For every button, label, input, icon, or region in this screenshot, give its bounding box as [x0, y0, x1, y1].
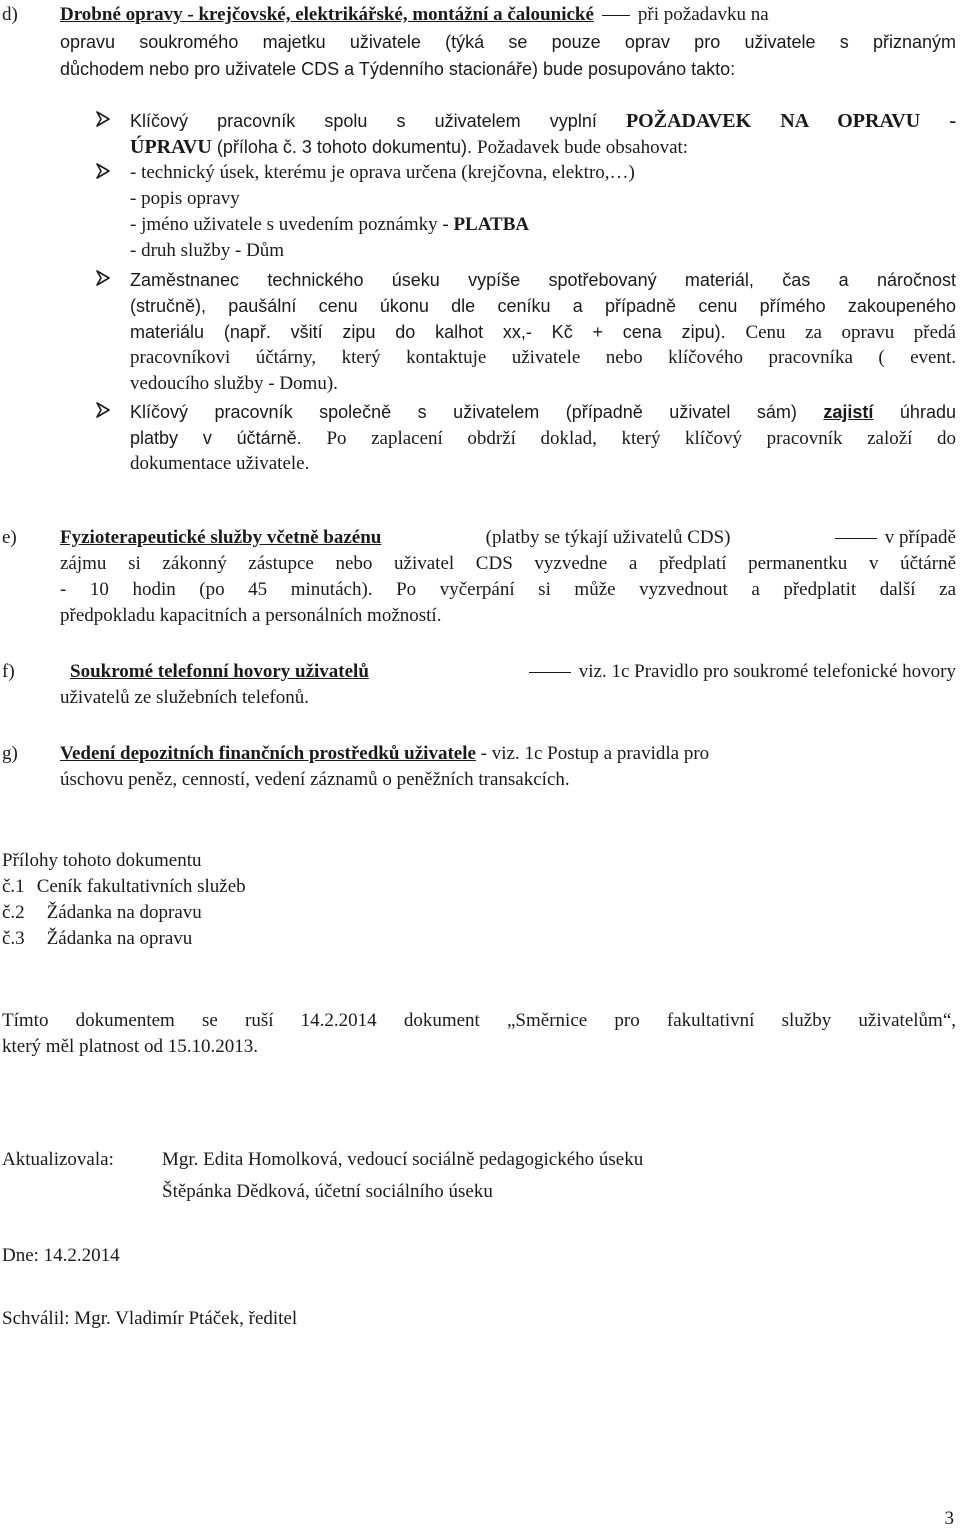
attachment-item	[2, 900, 202, 926]
bullet-1-line-1	[130, 108, 956, 134]
bullet-4-zajisti: zajistí	[823, 402, 874, 422]
updated-label: Aktualizovala:	[2, 1149, 114, 1170]
bullet-4-text-d: platby v účtárně.	[130, 428, 327, 448]
arrow-bullet-icon	[96, 402, 110, 420]
attachment-label: Žádanka na opravu	[46, 928, 193, 949]
section-d-title-line	[60, 2, 956, 28]
section-d-intro-2: opravu soukromého majetku uživatele (týká se pouze oprav pro uživatele s přiznaným	[60, 32, 956, 52]
section-d-letter: d)	[2, 4, 18, 25]
bullet-3-line-5: vedoucího služby - Domu).	[130, 373, 338, 394]
bullet-2-line-4: - druh služby - Dům	[130, 240, 285, 261]
section-e-line-1	[60, 525, 956, 551]
section-f-letter: f)	[2, 661, 15, 682]
attachment-number: č.2	[2, 902, 25, 923]
section-e-line-3: - 10 hodin (po 45 minutách). Po vyčerpání si může vyzvednout a předplatit další za	[60, 579, 956, 600]
bullet-1-text-b: (příloha č. 3 tohoto dokumentu).	[211, 137, 478, 157]
attachment-number: č.3	[2, 928, 25, 949]
bullet-4-text-c: úhradu	[873, 402, 956, 422]
page-number: 3	[944, 1508, 954, 1529]
bullet-4-line-1	[130, 399, 956, 425]
bullet-1-text-a: Klíčový pracovník spolu s uživatelem vyplní	[130, 111, 626, 131]
bullet-4-line-2	[130, 425, 956, 452]
section-e-title: Fyzioterapeutické služby včetně bazénu	[60, 527, 382, 548]
section-g-title: Vedení depozitních finančních prostředků uživatele	[60, 743, 476, 764]
section-f-text-a: viz. 1c Pravidlo pro soukromé telefonické hovory	[578, 661, 956, 682]
section-e-letter: e)	[2, 527, 17, 548]
bullet-1-line-2	[130, 134, 688, 161]
section-g-text-a: - viz. 1c Postup a pravidla pro	[475, 743, 710, 764]
bullet-1-form-name-2: ÚPRAVU	[130, 136, 212, 158]
section-d-intro-3: důchodem nebo pro uživatele CDS a Týdenního stacionáře) bude posupováno takto:	[60, 59, 736, 79]
section-d-title: Drobné opravy - krejčovské, elektrikářské, montážní a čalounické	[60, 4, 594, 25]
supersede-line-2: který měl platnost od 15.10.2013.	[2, 1036, 258, 1057]
attachment-item	[2, 874, 246, 900]
approved-by: Schválil: Mgr. Vladimír Ptáček, ředitel	[2, 1308, 298, 1329]
em-dash-rule	[529, 672, 571, 673]
attachment-item	[2, 926, 192, 952]
arrow-bullet-icon	[96, 270, 110, 288]
section-e-line-4: předpokladu kapacitních a personálních možností.	[60, 605, 442, 626]
section-g-line-1	[60, 741, 709, 767]
section-f-title: Soukromé telefonní hovory uživatelů	[70, 661, 369, 682]
bullet-1-form-name: POŽADAVEK NA OPRAVU -	[625, 110, 956, 132]
em-dash-rule	[602, 15, 630, 16]
bullet-1-text-c: Požadavek bude obsahovat:	[477, 137, 689, 158]
em-dash-rule	[835, 538, 877, 539]
bullet-2-line-1: - technický úsek, kterému je oprava určena (krejčovna, elektro,…)	[130, 162, 635, 183]
bullet-2-text-a: - jméno uživatele s uvedením poznámky -	[130, 214, 454, 235]
section-g-letter: g)	[2, 743, 18, 764]
supersede-line-1: Tímto dokumentem se ruší 14.2.2014 dokument „Směrnice pro fakultativní služby uživatelům“,	[2, 1010, 956, 1031]
bullet-3-text-a: materiálu (např. všití zipu do kalhot xx,- Kč + cena zipu).	[130, 322, 746, 342]
bullet-4-line-3: dokumentace uživatele.	[130, 453, 310, 474]
bullet-3-line-4: pracovníkovi účtárny, který kontaktuje uživatele nebo klíčového pracovníka ( event.	[130, 347, 956, 368]
updated-by-2: Štěpánka Dědková, účetní sociálního úseku	[162, 1181, 493, 1202]
updated-by-1: Mgr. Edita Homolková, vedoucí sociálně pedagogického úseku	[162, 1149, 644, 1170]
bullet-4-text-a: Klíčový pracovník společně s uživatelem (případně uživatel sám)	[130, 402, 824, 422]
bullet-2-line-2: - popis opravy	[130, 188, 240, 209]
section-e-text-a: (platby se týkají uživatelů CDS)	[485, 527, 731, 548]
bullet-3-line-1: Zaměstnanec technického úseku vypíše spotřebovaný materiál, čas a náročnost	[130, 270, 956, 290]
section-f-line-1	[70, 659, 956, 685]
bullet-3-text-b: Cenu za opravu předá	[745, 322, 956, 343]
arrow-bullet-icon	[96, 111, 110, 129]
arrow-bullet-icon	[96, 163, 110, 181]
attachment-number: č.1	[2, 876, 25, 897]
section-e-text-b: v případě	[884, 527, 956, 548]
section-e-line-2: zájmu si zákonný zástupce nebo uživatel CDS vyzvedne a předplatí permanentku v účtárně	[60, 553, 956, 574]
section-f-line-2: uživatelů ze služebních telefonů.	[60, 687, 310, 708]
attachments-heading: Přílohy tohoto dokumentu	[2, 850, 202, 871]
bullet-3-line-2: (stručně), paušální cenu úkonu dle ceníku a případně cenu přímého zakoupeného	[130, 296, 956, 316]
section-d-intro-1: při požadavku na	[637, 4, 769, 25]
bullet-3-line-3	[130, 319, 956, 346]
bullet-2-platba: PLATBA	[453, 214, 530, 235]
attachment-label: Žádanka na dopravu	[46, 902, 202, 923]
section-g-line-2: úschovu peněz, cenností, vedení záznamů o peněžních transakcích.	[60, 769, 570, 790]
bullet-2-line-3	[130, 212, 529, 238]
attachment-label: Ceník fakultativních služeb	[36, 876, 246, 897]
bullet-4-text-e: Po zaplacení obdrží doklad, který klíčový pracovník založí do	[326, 428, 956, 449]
document-date: Dne: 14.2.2014	[2, 1245, 120, 1266]
